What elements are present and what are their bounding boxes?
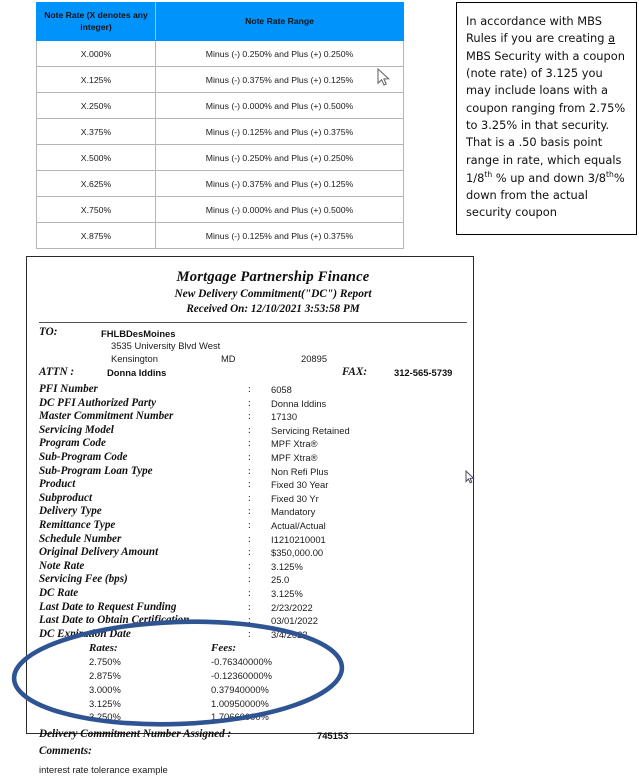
callout-line-7: in that security. That is a .50 [466,117,610,150]
delivery-commitment-assigned-value: 745153 [317,730,349,742]
field-value: Fixed 30 Year [271,479,329,491]
cell-fee: 1.70660000% [211,711,269,723]
to-street: 3535 University Blvd West [111,340,221,351]
to-state: MD [221,353,236,364]
cell-fee: -0.12360000% [211,670,272,682]
field-label: PFI Number [39,383,98,395]
cell-note-rate: X.250% [37,93,156,119]
field-value: 3/4/2022 [271,628,308,640]
field-value: Fixed 30 Yr [271,492,319,504]
cell-note-rate: X.125% [37,67,156,93]
field-separator: : [248,492,251,504]
field-separator: : [248,451,251,463]
field-row [39,451,467,465]
delivery-commitment-assigned-row [39,728,467,745]
column-header-note-rate-range: Note Rate Range [156,3,404,41]
field-label: Sub-Program Loan Type [39,464,153,477]
callout-line-9-superscript: th [484,169,493,179]
field-separator: : [248,628,251,640]
column-header-note-rate: Note Rate (X denotes any integer) [37,3,156,41]
dc-report-document [26,256,474,776]
field-separator: : [248,547,251,559]
to-name: FHLBDesMoines [101,328,176,339]
rate-fee-row [39,656,467,670]
field-value: 6058 [271,384,292,395]
field-label: Original Delivery Amount [39,546,159,559]
page-subtitle: New Delivery Commitment("DC") Report [174,288,372,300]
callout-line-4: (note rate) of 3.125 you may [466,65,603,98]
cell-rate: 3.000% [89,683,121,695]
field-row [39,410,467,424]
field-label: Delivery Type [39,505,102,518]
addressee-street-row [39,340,467,353]
field-value: MPF Xtra® [271,451,318,463]
field-label: Last Date to Request Funding [39,600,177,613]
callout-line-1: In accordance with MBS [466,14,602,28]
field-separator: : [248,615,251,627]
cell-note-rate: X.750% [37,197,156,223]
field-label: DC Rate [39,586,79,599]
rate-fee-row [39,670,467,684]
cell-note-rate-range: Minus (-) 0.000% and Plus (+) 0.500% [156,197,404,223]
field-separator: : [248,411,251,423]
field-label: Note Rate [39,559,85,572]
table-row [37,145,404,171]
field-row [39,397,467,411]
field-value: 2/23/2022 [271,601,313,613]
field-label: Program Code [39,437,106,450]
field-label: Master Commitment Number [39,410,174,423]
field-row [39,465,467,479]
callout-line-8: basis point range in rate, [466,135,603,167]
field-value: 3.125% [271,587,303,599]
field-label: Last Date to Obtain Certification [39,614,190,627]
received-on-timestamp: Received On: 12/10/2021 3:53:58 PM [186,303,360,315]
field-row [39,533,467,547]
field-row [39,573,467,587]
callout-line-6: ranging from 2.75% to 3.25% [466,100,626,132]
addressee-block [39,327,467,381]
table-row [37,41,404,67]
field-separator: : [248,479,251,491]
field-value: 25.0 [271,574,290,586]
field-row [39,628,467,642]
fees-column-header: Fees: [211,642,237,655]
field-value: 17130 [271,411,298,423]
field-label: Schedule Number [39,532,122,545]
field-row [39,383,467,397]
table-row [37,197,404,223]
mbs-rules-callout-box [456,2,637,235]
cell-note-rate: X.875% [37,223,156,249]
callout-line-2a: Rules if you are creating [466,31,609,46]
callout-line-9b: % up and [492,170,550,185]
callout-line-11: actual security coupon [466,188,588,220]
field-separator: : [248,587,251,599]
note-rate-table-head [37,3,404,41]
field-separator: : [248,424,251,436]
callout-line-9a: which equals 1/8 [466,152,622,185]
cell-note-rate-range: Minus (-) 0.000% and Plus (+) 0.500% [156,93,404,119]
note-rate-table-body [37,41,404,249]
table-row [37,67,404,93]
cell-note-rate-range: Minus (-) 0.375% and Plus (+) 0.125% [156,67,404,93]
field-row [39,492,467,506]
addressee-name-row [39,327,467,340]
field-row [39,587,467,601]
note-rate-table [36,2,404,249]
rate-fee-row [39,711,467,725]
field-separator: : [248,601,251,613]
field-separator: : [248,533,251,545]
dc-field-list [39,383,467,641]
field-value: 3.125% [271,560,303,572]
callout-line-10-superscript: th [606,169,614,179]
field-value: Donna Iddins [271,397,327,409]
cell-fee: 1.00950000% [211,697,269,709]
cell-fee: 0.37940000% [211,683,269,695]
table-row [37,171,404,197]
note-rate-table-container [36,2,404,249]
cell-rate: 3.125% [89,697,121,709]
field-label: Servicing Fee (bps) [39,573,128,586]
to-zip: 20895 [301,353,328,364]
field-row [39,505,467,519]
field-separator: : [248,519,251,531]
cell-rate: 2.875% [89,670,121,682]
cell-note-rate-range: Minus (-) 0.250% and Plus (+) 0.250% [156,145,404,171]
callout-line-5: include loans with a coupon [466,83,608,115]
cell-note-rate: X.000% [37,41,156,67]
field-value: I1210210001 [271,533,326,545]
field-label: Sub-Program Code [39,450,128,463]
field-separator: : [248,465,251,477]
field-row [39,546,467,560]
field-row [39,614,467,628]
comment-text-row [39,760,467,778]
fax-label: FAX: [342,366,368,378]
to-label: TO: [39,326,58,338]
rates-column-header: Rates: [89,642,118,655]
page-title: Mortgage Partnership Finance [176,269,370,285]
document-title-block [39,257,467,315]
mbs-rules-callout-text [457,3,636,222]
field-row [39,478,467,492]
field-row [39,601,467,615]
table-row [37,223,404,249]
callout-line-10b: % down from the [466,170,625,203]
to-city: Kensington [111,353,158,364]
field-value: $350,000.00 [271,547,324,559]
field-value: Mandatory [271,506,316,518]
field-row [39,424,467,438]
callout-line-10a: down 3/8 [553,170,607,185]
rate-fee-row [39,698,467,712]
cell-note-rate: X.500% [37,145,156,171]
cell-note-rate: X.375% [37,119,156,145]
field-separator: : [248,384,251,395]
attn-value: Donna Iddins [107,367,167,378]
rate-fee-row [39,684,467,698]
comment-text: interest rate tolerance example [39,764,168,776]
field-separator: : [248,574,251,586]
field-separator: : [248,397,251,409]
cell-note-rate-range: Minus (-) 0.125% and Plus (+) 0.375% [156,223,404,249]
field-label: Subproduct [39,491,93,504]
rates-fees-header-row [39,642,467,656]
cell-fee: -0.76340000% [211,656,272,668]
comments-label: Comments: [39,745,92,758]
field-value: MPF Xtra® [271,438,318,450]
delivery-commitment-assigned-label: Delivery Commitment Number Assigned : [39,728,232,741]
table-row [37,119,404,145]
callout-line-3: MBS Security with a coupon [466,48,625,63]
comments-label-row [39,745,467,760]
field-separator: : [248,438,251,450]
cell-note-rate-range: Minus (-) 0.125% and Plus (+) 0.375% [156,119,404,145]
field-value: Actual/Actual [271,519,326,531]
addressee-city-row [39,353,467,366]
cell-rate: 2.750% [89,656,121,668]
field-value: Non Refi Plus [271,465,329,477]
field-separator: : [248,560,251,572]
cell-rate: 3.250% [89,711,121,723]
table-row [37,93,404,119]
field-row [39,437,467,451]
field-value: 03/01/2022 [271,615,318,627]
field-label: Servicing Model [39,423,114,436]
field-row [39,519,467,533]
rates-fees-rows [39,656,467,725]
cell-note-rate-range: Minus (-) 0.250% and Plus (+) 0.250% [156,41,404,67]
field-label: DC Expiration Date [39,627,131,640]
field-label: DC PFI Authorized Party [39,396,157,409]
header-divider [39,322,467,323]
callout-line-2-underlined: a [608,31,616,46]
cell-note-rate: X.625% [37,171,156,197]
field-value: Servicing Retained [271,424,350,436]
cell-note-rate-range: Minus (-) 0.375% and Plus (+) 0.125% [156,171,404,197]
field-label: Product [39,478,76,491]
table-header-row [37,3,404,41]
field-separator: : [248,506,251,518]
field-row [39,560,467,574]
field-label: Remittance Type [39,518,116,531]
attn-label: ATTN : [39,366,75,378]
attn-fax-row [39,366,467,381]
fax-value: 312-565-5739 [394,367,453,378]
